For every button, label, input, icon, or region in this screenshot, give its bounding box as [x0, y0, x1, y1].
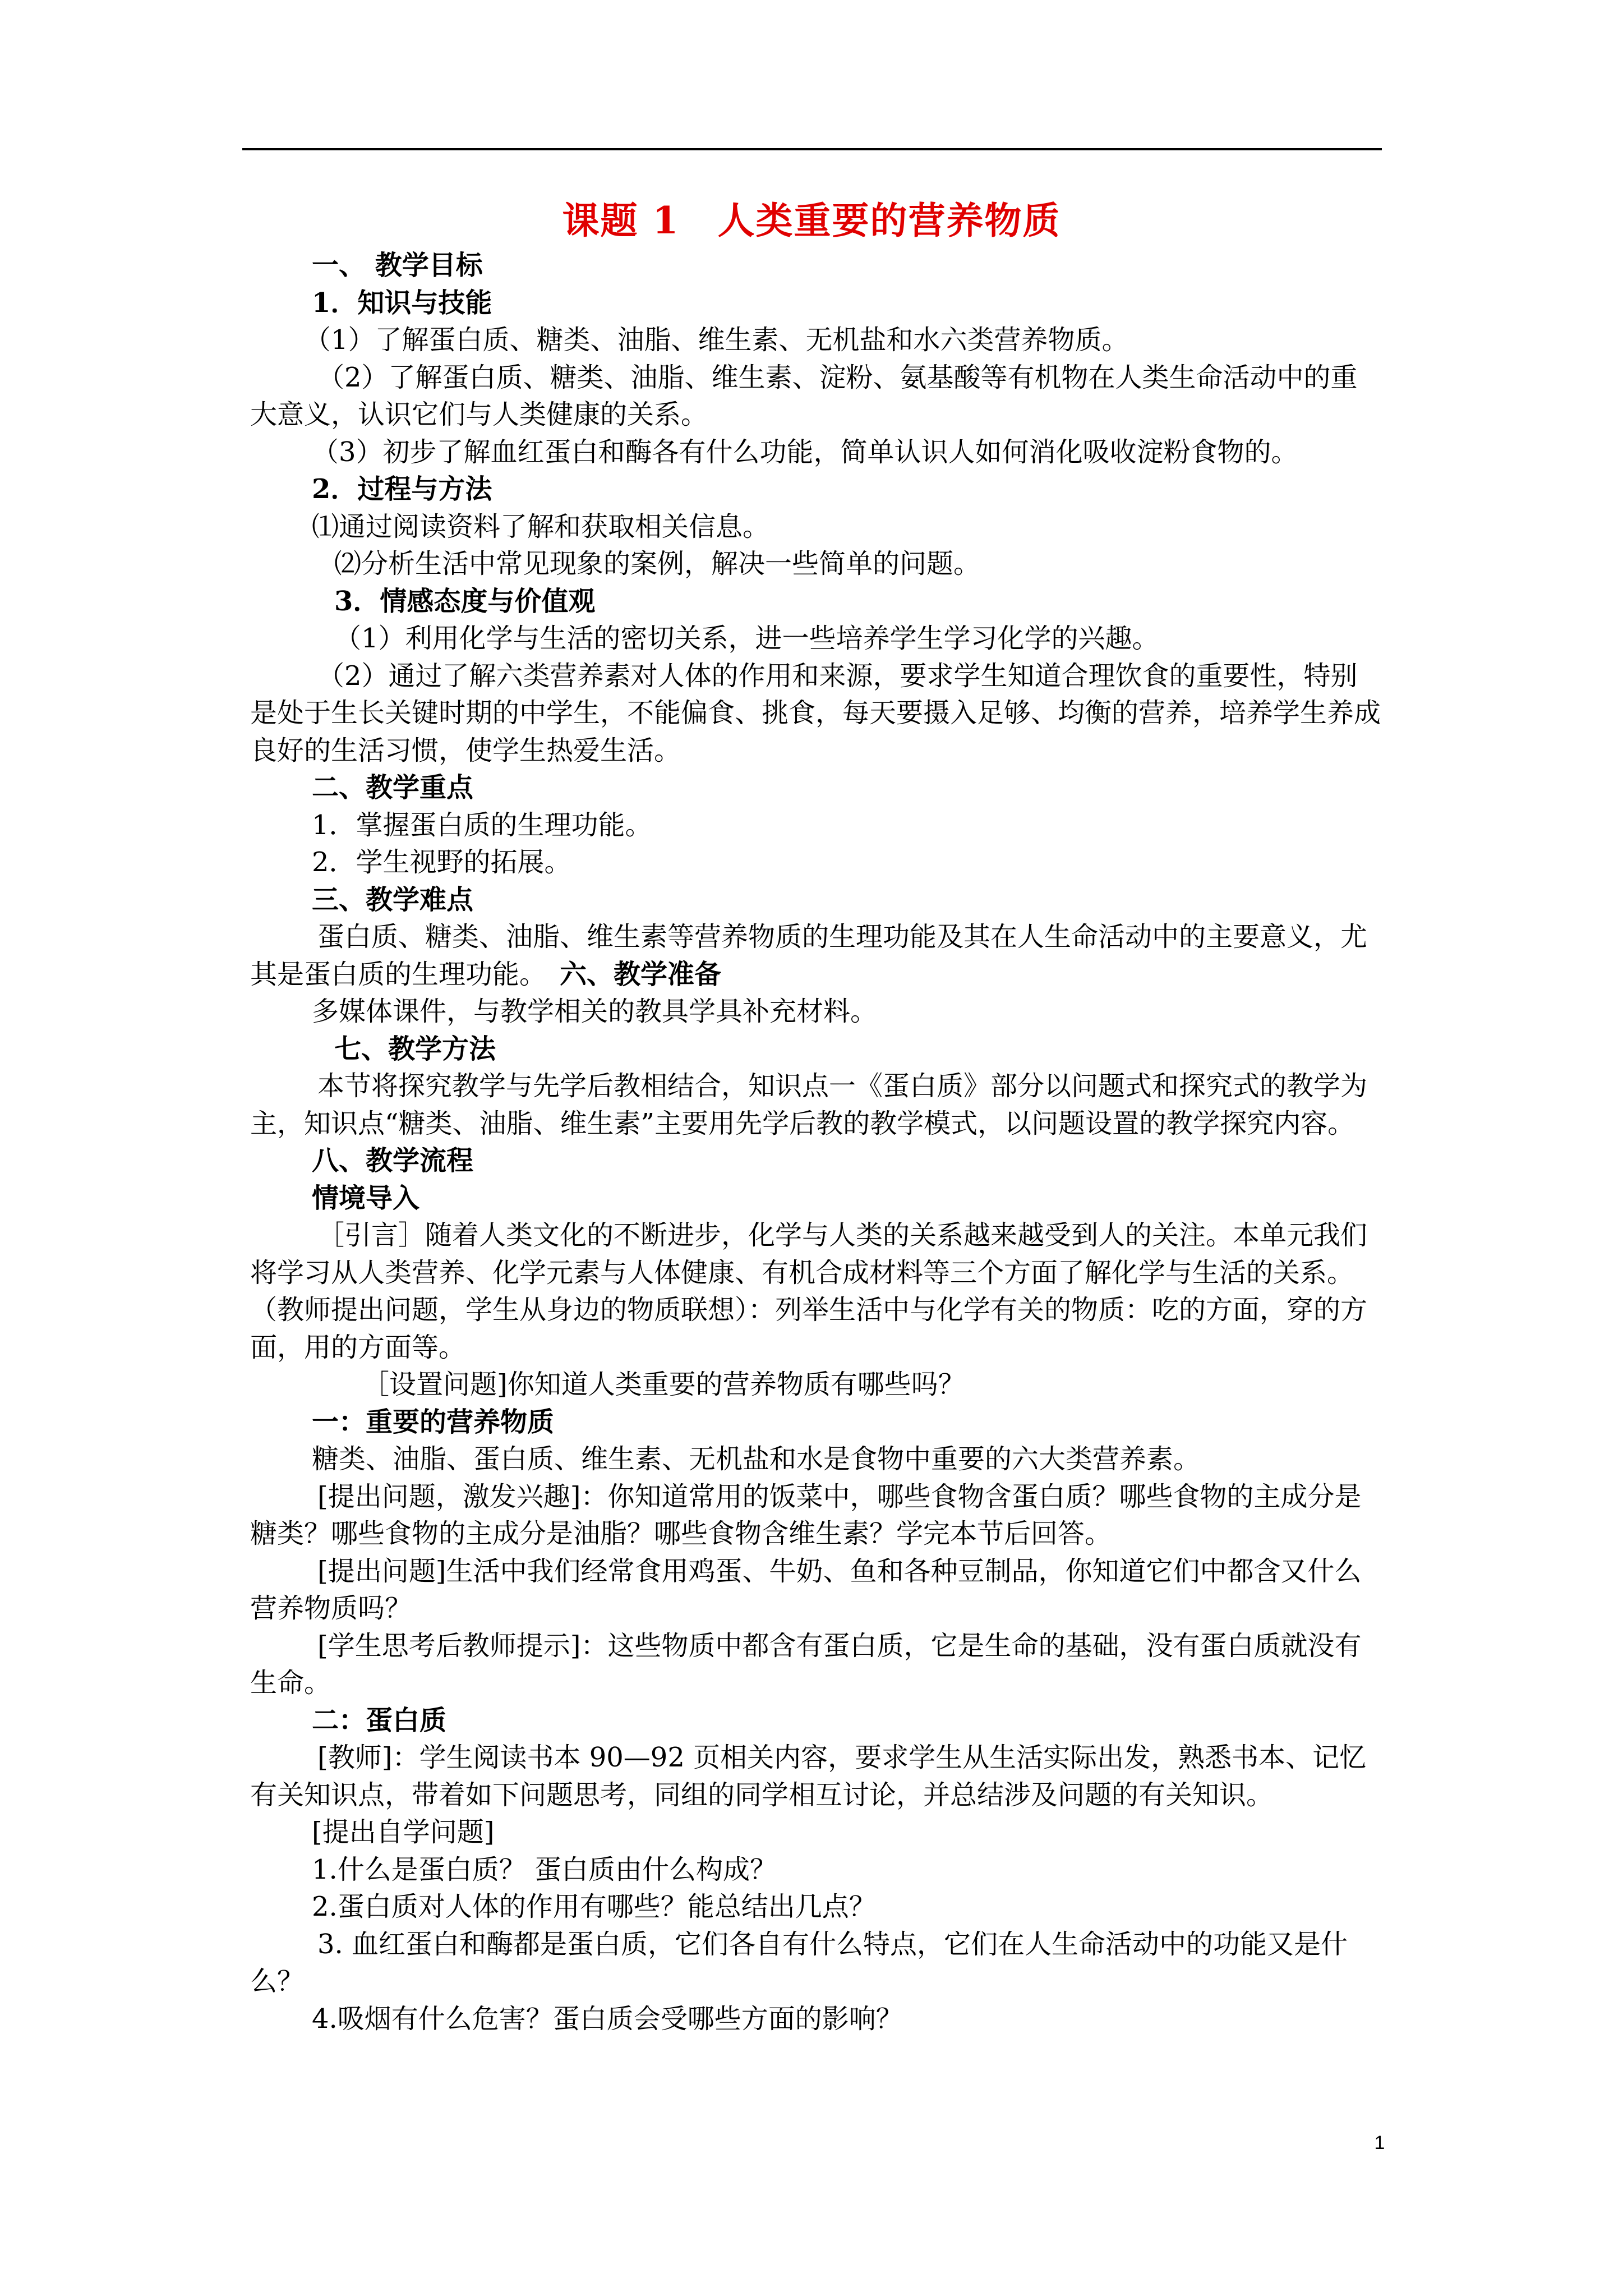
paragraph: [学生思考后教师提示]：这些物质中都含有蛋白质，它是生命的基础，没有蛋白质就没有生命。 — [250, 1630, 1362, 1699]
paragraph: 2．学生视野的拓展。 — [312, 846, 571, 878]
paragraph: （2）通过了解六类营养素对人体的作用和来源，要求学生知道合理饮食的重要性，特别是处于生长关键时期的中学生，不能偏食、挑食，每天要摄入足够、均衡的营养，培养学生养成良好的生活习惯，使学生热爱生活。 — [250, 660, 1381, 766]
paragraph: （2）了解蛋白质、糖类、油脂、维生素、淀粉、氨基酸等有机物在人类生命活动中的重大意义，认识它们与人类健康的关系。 — [250, 361, 1358, 430]
paragraph: ⑴通过阅读资料了解和获取相关信息。 — [312, 510, 770, 542]
paragraph — [250, 918, 1383, 993]
paragraph: ［设置问题]你知道人类重要的营养物质有哪些吗？ — [362, 1369, 965, 1400]
subsection-heading: 情境导入 — [312, 1182, 420, 1214]
section-heading: 二、教学重点 — [312, 772, 474, 803]
paragraph: 1．掌握蛋白质的生理功能。 — [312, 809, 652, 841]
section-heading: 七、教学方法 — [334, 1033, 496, 1065]
paragraph: ⑵分析生活中常见现象的案例，解决一些简单的问题。 — [334, 548, 981, 579]
list-item: 3. 血红蛋白和酶都是蛋白质，它们各自有什么特点，它们在人生命活动中的功能又是什么？ — [250, 1928, 1348, 1997]
section-heading: 一：重要的营养物质 — [312, 1406, 555, 1438]
section-heading: 二：蛋白质 — [312, 1704, 447, 1736]
paragraph: 多媒体课件，与教学相关的教具学具补充材料。 — [312, 996, 878, 1027]
section-heading: 三、教学难点 — [312, 884, 474, 915]
paragraph: 本节将探究教学与先学后教相结合，知识点一《蛋白质》部分以问题式和探究式的教学为主，知识点“糖类、油脂、维生素”主要用先学后教的教学模式，以问题设置的教学探究内容。 — [250, 1070, 1368, 1139]
paragraph: [教师]：学生阅读书本 90—92 页相关内容，要求学生从生活实际出发，熟悉书本、记忆有关知识点，带着如下问题思考，同组的同学相互讨论，并总结涉及问题的有关知识。 — [250, 1742, 1367, 1811]
subsection-heading: 1．知识与技能 — [312, 287, 492, 319]
page-title: 课题 1 人类重要的营养物质 — [562, 199, 1061, 242]
paragraph: （1）利用化学与生活的密切关系，进一些培养学生学习化学的兴趣。 — [334, 623, 1159, 654]
paragraph: [提出自学问题] — [312, 1816, 495, 1848]
paragraph: [提出问题，激发兴趣]：你知道常用的饭菜中，哪些食物含蛋白质？哪些食物的主成分是糖类？哪些食物的主成分是油脂？哪些食物含维生素？学完本节后回答。 — [250, 1480, 1362, 1549]
list-item: 4.吸烟有什么危害？蛋白质会受哪些方面的影响？ — [312, 2003, 903, 2035]
section-heading: 六、教学准备 — [560, 958, 722, 990]
list-item: 1.什么是蛋白质？ 蛋白质由什么构成？ — [312, 1853, 777, 1885]
paragraph: ［引言］随着人类文化的不断进步，化学与人类的关系越来越受到人的关注。本单元我们将学习从人类营养、化学元素与人体健康、有机合成材料等三个方面了解化学与生活的关系。（教师提出问题，学生从身边的物质联想）：列举生活中与化学有关的物质：吃的方面，穿的方面，用的方面等。 — [250, 1220, 1368, 1363]
subsection-heading: 3．情感态度与价值观 — [334, 585, 596, 617]
paragraph: （3）初步了解血红蛋白和酶各有什么功能，简单认识人如何消化吸收淀粉食物的。 — [312, 436, 1298, 468]
subsection-heading: 2．过程与方法 — [312, 473, 492, 505]
paragraph: 糖类、油脂、蛋白质、维生素、无机盐和水是食物中重要的六大类营养素。 — [312, 1443, 1201, 1475]
list-item: 2.蛋白质对人体的作用有哪些？能总结出几点？ — [312, 1891, 876, 1922]
section-heading: 八、教学流程 — [312, 1145, 474, 1176]
paragraph-text: 蛋白质、糖类、油脂、维生素等营养物质的生理功能及其在人生命活动中的主要意义，尤其是蛋白质的生理功能。 — [250, 921, 1368, 990]
header-rule — [242, 148, 1382, 150]
document-body — [250, 247, 1383, 2037]
page-number: 1 — [1374, 2132, 1385, 2154]
paragraph: （1）了解蛋白质、糖类、油脂、维生素、无机盐和水六类营养物质。 — [304, 324, 1129, 356]
paragraph: [提出问题]生活中我们经常食用鸡蛋、牛奶、鱼和各种豆制品，你知道它们中都含又什么营养物质吗？ — [250, 1555, 1362, 1624]
section-heading: 一、 教学目标 — [312, 250, 483, 281]
